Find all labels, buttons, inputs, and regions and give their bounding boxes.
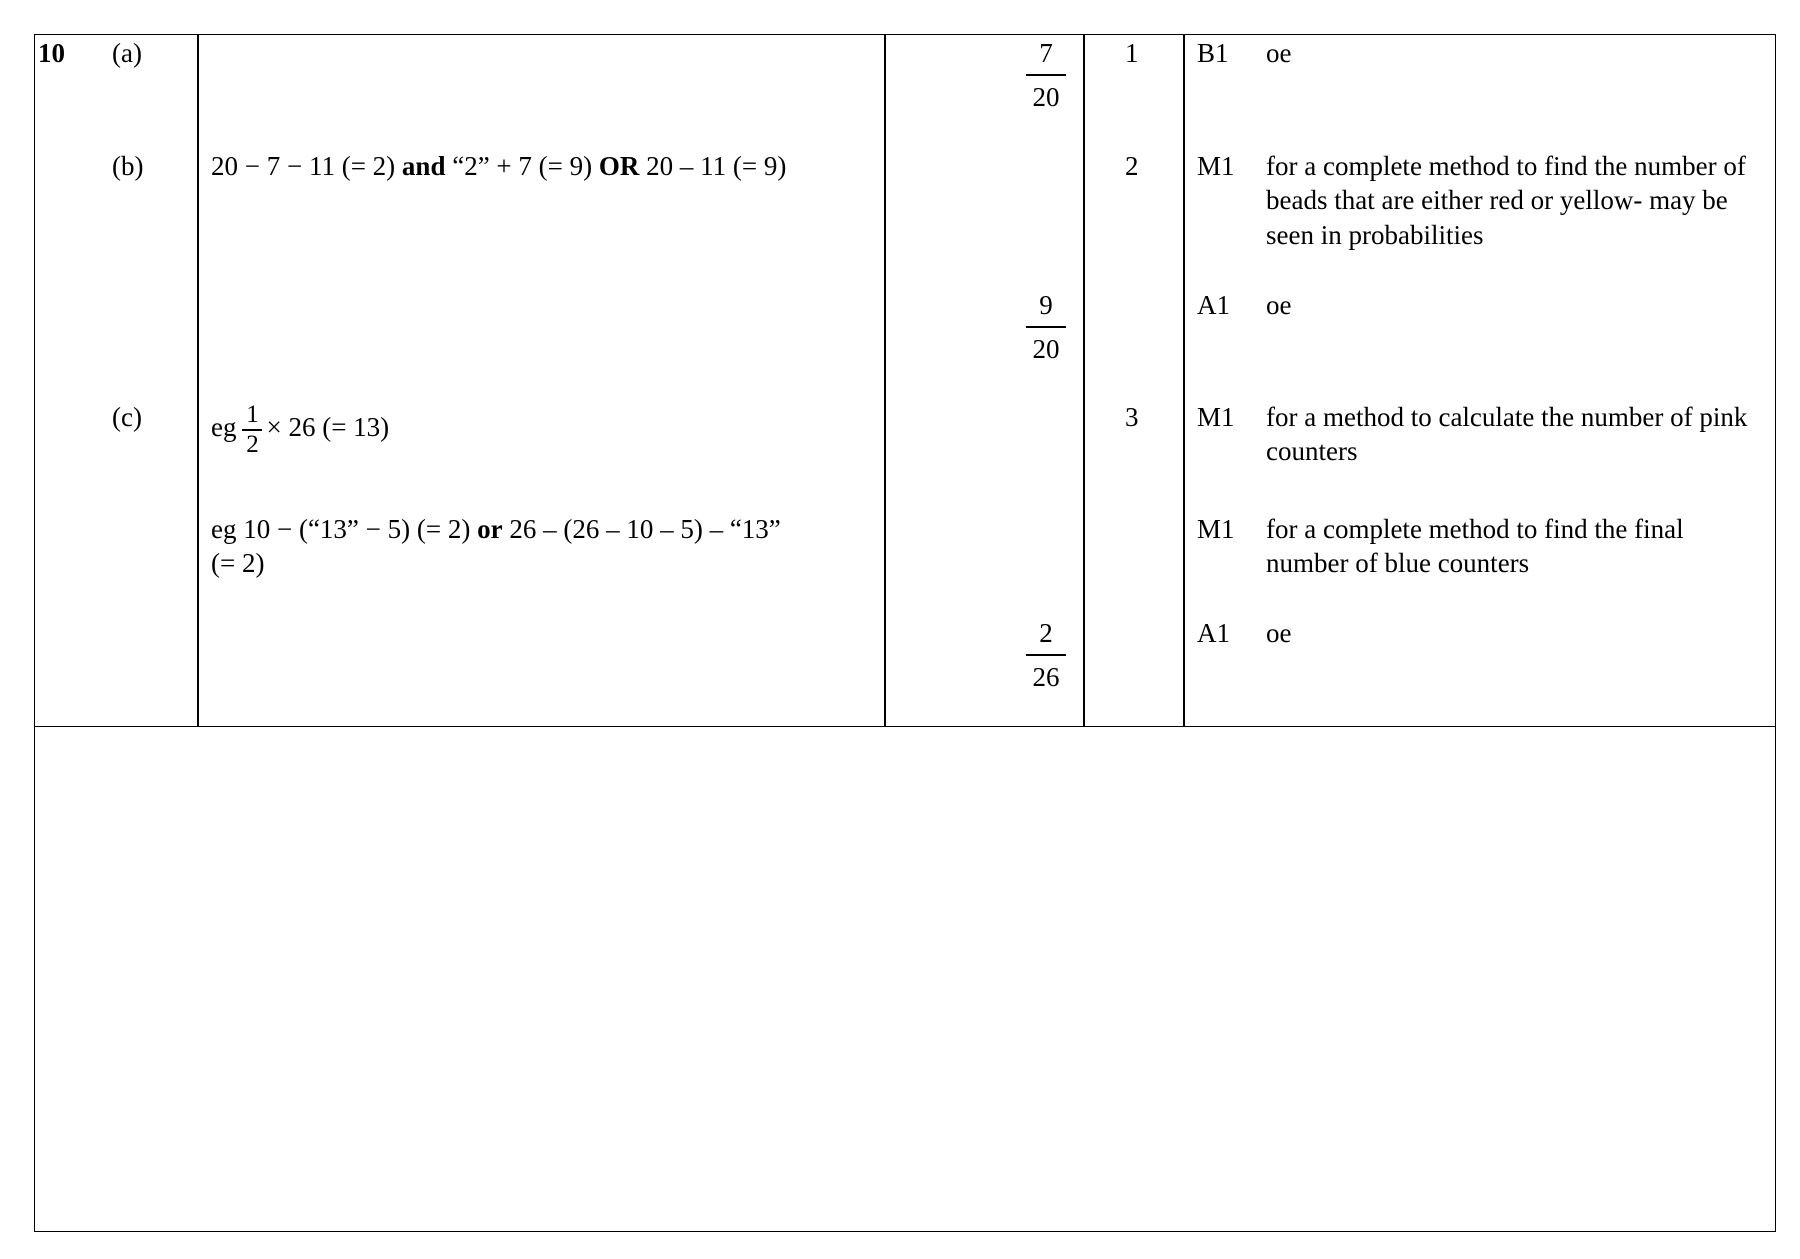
answer-fraction-c xyxy=(1016,616,1076,694)
working-text: 26 – (26 – 10 – 5) – “13” xyxy=(502,514,781,544)
answer-numerator: 2 xyxy=(1039,618,1053,648)
working-text: 20 − 7 − 11 (= 2) xyxy=(211,151,402,181)
mark-code: B1 xyxy=(1197,38,1229,68)
guidance-text: oe xyxy=(1266,290,1292,320)
part-label-c: (c) xyxy=(112,402,142,432)
guidance-text: for a complete method to find the final number of blue counters xyxy=(1266,514,1684,579)
fraction-bar xyxy=(1026,326,1066,328)
working-keyword: OR xyxy=(598,151,640,181)
answer-denominator: 20 xyxy=(1032,81,1060,112)
answer-fraction-a xyxy=(1016,36,1076,114)
mark-scheme-table xyxy=(34,34,1776,727)
fraction-bar xyxy=(1026,74,1066,76)
guidance-text: oe xyxy=(1266,618,1292,648)
working-text: eg 10 − (“13” − 5) (= 2) xyxy=(211,514,478,544)
mark-code: M1 xyxy=(1197,514,1235,544)
inline-fraction xyxy=(242,402,262,458)
working-keyword: and xyxy=(401,151,446,181)
mark-code: A1 xyxy=(1197,618,1230,648)
working-text: × 26 (= 13) xyxy=(266,411,390,442)
working-line-c2 xyxy=(211,512,781,546)
answer-fraction-b xyxy=(1016,288,1076,366)
part-label-a: (a) xyxy=(112,38,142,68)
empty-table-row xyxy=(34,726,1776,1232)
guidance-text: oe xyxy=(1266,38,1292,68)
marks-a: 1 xyxy=(1125,38,1139,68)
marks-c: 3 xyxy=(1125,402,1139,432)
fraction-denominator: 2 xyxy=(246,430,259,458)
question-number: 10 xyxy=(38,38,65,68)
guidance-text: for a complete method to find the number of beads that are either red or yellow- may be seen in probabilities xyxy=(1266,151,1746,250)
working-line-b xyxy=(211,149,786,183)
working-line-c2-continued: (= 2) xyxy=(211,548,265,578)
working-text: eg xyxy=(211,411,237,442)
column-divider xyxy=(1183,34,1185,726)
fraction-bar xyxy=(1026,654,1066,656)
answer-numerator: 9 xyxy=(1039,290,1053,320)
column-divider xyxy=(197,34,199,726)
answer-denominator: 20 xyxy=(1032,333,1060,364)
mark-code: M1 xyxy=(1197,151,1235,181)
guidance-text: for a method to calculate the number of pink counters xyxy=(1266,402,1748,467)
working-line-c1 xyxy=(211,402,389,458)
working-text: 20 – 11 (= 9) xyxy=(639,151,787,181)
column-divider xyxy=(1083,34,1085,726)
mark-code: A1 xyxy=(1197,290,1230,320)
column-divider xyxy=(884,34,886,726)
working-text: “2” + 7 (= 9) xyxy=(445,151,599,181)
working-keyword: or xyxy=(477,514,503,544)
fraction-numerator: 1 xyxy=(246,401,259,428)
answer-denominator: 26 xyxy=(1032,661,1060,692)
mark-code: M1 xyxy=(1197,402,1235,432)
part-label-b: (b) xyxy=(112,151,144,181)
marks-b: 2 xyxy=(1125,151,1139,181)
answer-numerator: 7 xyxy=(1039,38,1053,68)
